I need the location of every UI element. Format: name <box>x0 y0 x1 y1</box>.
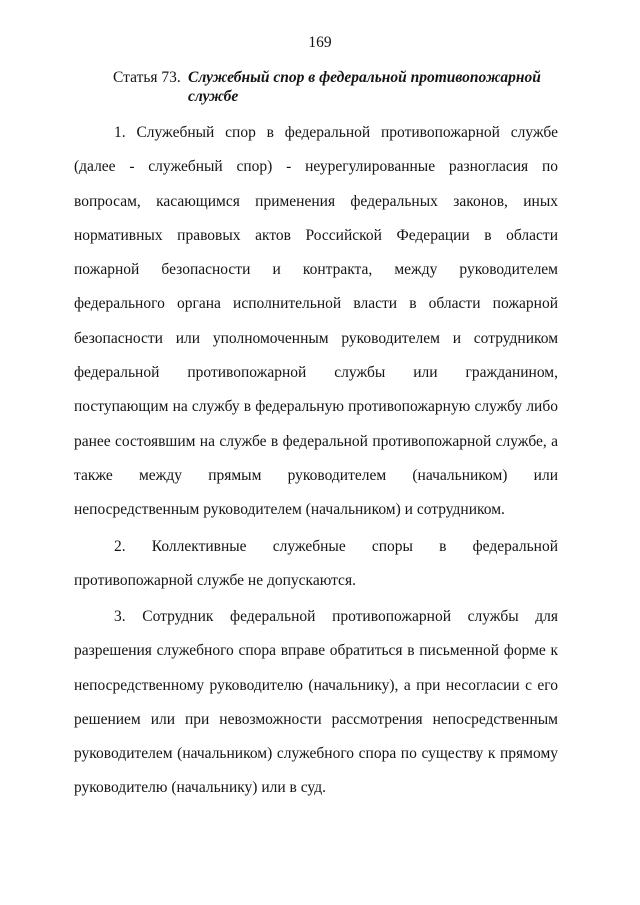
paragraph-1: 1. Служебный спор в федеральной противопожарной службе (далее - служебный спор) - неурегулированные разногласия по вопросам, касающимся применения федеральных законов, иных нормативных правовых актов Российской Федерации в области пожарной безопасности и контракта, между руководителем федерального органа исполнительной власти в области пожарной безопасности или уполномоченным руководителем и сотрудником федеральной противопожарной службы или гражданином, поступающим на службу в федеральную противопожарную службу либо ранее состоявшим на службе в федеральной противопожарной службе, а также между прямым руководителем (начальником) или непосредственным руководителем (начальником) и сотрудником. <box>74 124 558 519</box>
article-title: Служебный спор в федеральной противопожарной службе <box>188 69 541 105</box>
paragraph-3: 3. Сотрудник федеральной противопожарной службы для разрешения служебного спора вправе обратиться в письменной форме к непосредственному руководителю (начальнику), а при несогласии с его решением или при невозможности рассмотрения непосредственным руководителем (начальником) служебного спора по существу к прямому руководителю (начальнику) или в суд. <box>74 608 558 797</box>
paragraph-2: 2. Коллективные служебные споры в федеральной противопожарной службе не допускаются. <box>74 538 558 590</box>
article-number: Статья 73. <box>113 69 181 86</box>
article-heading <box>113 68 573 106</box>
page-number: 169 <box>308 34 332 51</box>
